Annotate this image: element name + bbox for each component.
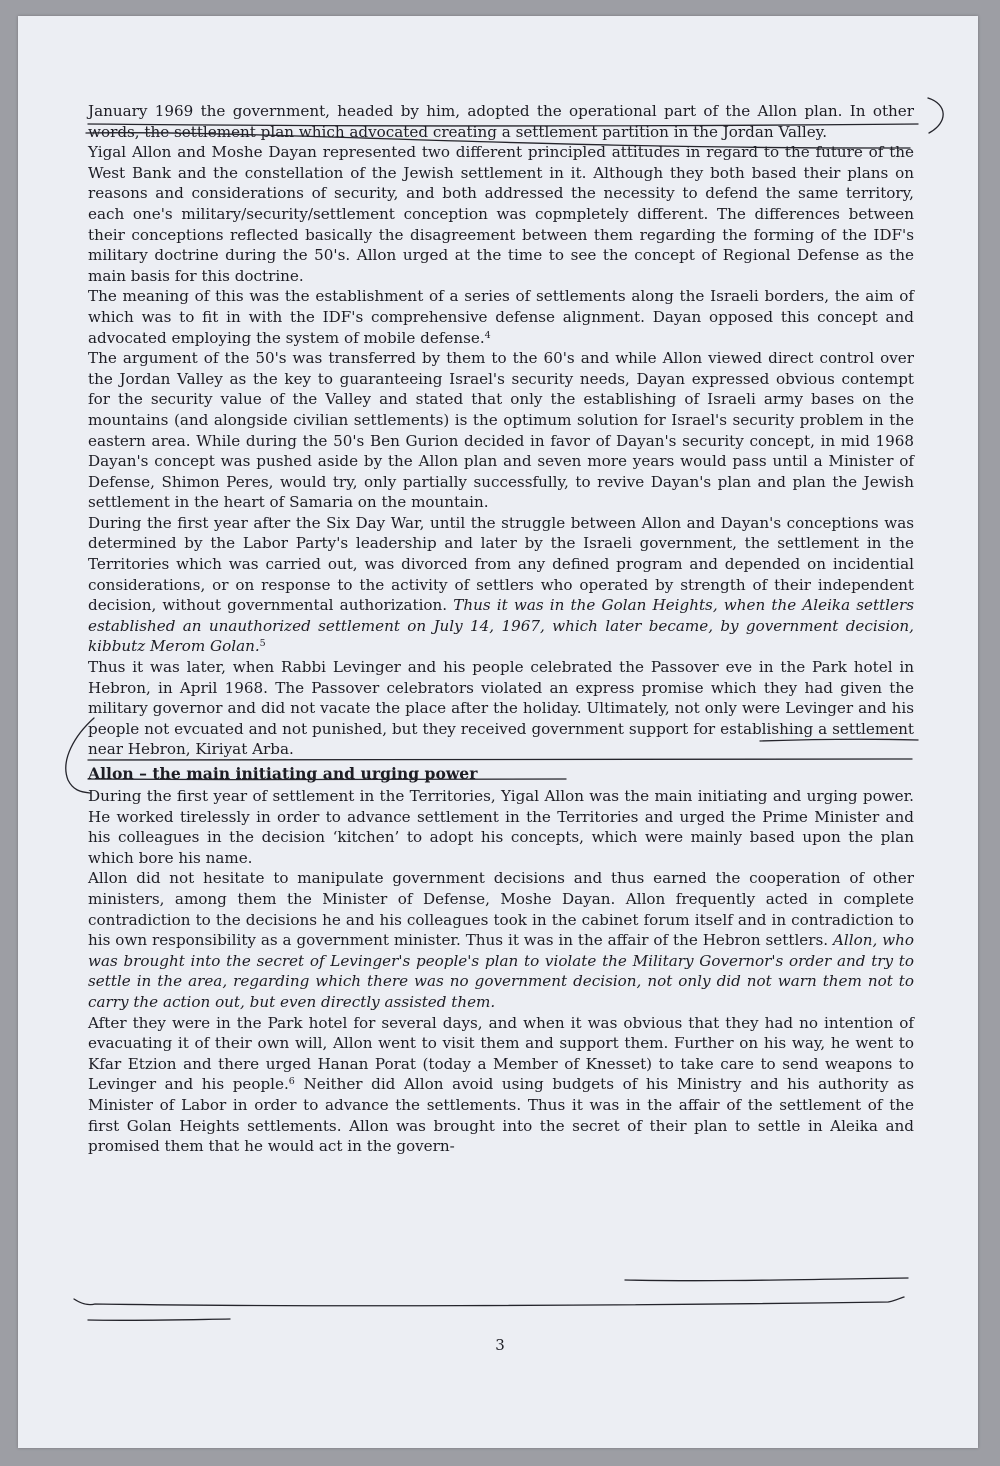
section-heading: Allon – the main initiating and urging power [88,764,478,783]
paragraph-first-year-text: During the first year after the Six Day War, until the struggle between Allon and Dayan's conceptions was determined by the Labor Party's leadership and later by the Israeli government, the settlement in the Territories which was carried out, was divorced from any defined program and depended on incidential considerations, or on response to the activity of settlers who operated by strength of their independent decision, without governmental authorization. [88,513,914,615]
paragraph-first-year-settlement [88,513,914,657]
paragraph-allon-plan-adopted: January 1969 the government, headed by him, adopted the operational part of the Allon plan. In other words, the settlement plan which advocated creating a settlement partition in the Jordan Valley. [88,102,914,141]
page-number: 3 [495,1336,505,1354]
hebron-settlers-italic-passage: Allon, who was brought into the secret of Levinger's people's plan to violate the Military Governor's order and try to settle in the area, regarding which there was no government decision, not only did not warn them not to carry the action out, but even directly assisted them. [88,931,915,1011]
paragraph-manipulation-text: Allon did not hesitate to manipulate government decisions and thus earned the cooperation of other ministers, among them the Minister of Defense, Moshe Dayan. Allon frequently acted in complete contradiction to the decisions he and his colleagues took in the cabinet forum itself and in contradiction to his own responsibility as a government minister. Thus it was in the affair of the Hebron settlers. [88,869,914,950]
golan-heights-italic-passage: Thus it was in the Golan Heights, when the Aleika settlers established an unauthorized settlement on July 14, 1967, which later became, by government decision, kibbutz Merom Golan. [88,596,914,656]
document-body [88,101,914,1157]
paragraph-allon-manipulation [88,868,914,1012]
paragraph-allon-urging-power: During the first year of settlement in the Territories, Yigal Allon was the main initiating and urging power. He worked tirelessly in order to advance settlement in the Territories and urged the Prime Minister and his colleagues in the decision ‘kitchen’ to adopt his concepts, which were mainly based upon the plan which bore his name. [88,787,914,867]
footnote-marker-5: 5 [259,638,266,650]
paragraph-ministry-budgets-text: Neither did Allon avoid using budgets of his Ministry and his authority as Minister of Labor in order to advance the settlements. Thus it was in the affair of the settlement of the first Golan Heights settlements. Allon was brought into the secret of their plan to settle in Aleika and promised them that he would act in the govern- [88,1075,914,1156]
paragraph-regional-defense-text: The meaning of this was the establishment of a series of settlements along the Israeli borders, the aim of which was to fit in with the IDF's comprehensive defense alignment. Dayan opposed this concept and advocated employing the system of mobile defense. [88,287,914,347]
paragraph-park-hotel-text: After they were in the Park hotel for several days, and when it was obvious that they had no intention of evacuating it of their own will, Allon went to visit them and support them. Further on his way, he went to Kfar Etzion and there urged Hanan Porat (today a Member of Knesset) to take care to send weapons to Levinger and his people. [88,1013,914,1094]
paragraph-jordan-valley-argument: The argument of the 50's was transferred by them to the 60's and while Allon viewed direct control over the Jordan Valley as the key to guaranteeing Israel's security needs, Dayan expressed obvious contempt for the security value of the Valley and stated that only the establishing of Israeli army bases on the mountains (and alongside civilian settlements) is the optimum solution for Israel's security problem in the eastern area. While during the 50's Ben Gurion decided in favor of Dayan's security concept, in mid 1968 Dayan's concept was pushed aside by the Allon plan and seven more years would pass until a Minister of Defense, Shimon Peres, would try, only partially successfully, to revive Dayan's plan and plan the Jewish settlement in the heart of Samaria on the mountain. [88,349,914,512]
paragraph-park-hotel-visit [88,1013,914,1157]
paragraph-regional-defense [88,286,914,348]
footnote-marker-4: 4 [484,329,491,341]
paragraph-allon-dayan-attitudes: Yigal Allon and Moshe Dayan represented two different principled attitudes in regard to the future of the West Bank and the constellation of the Jewish settlement in it. Although they both based their plans on reasons and considerations of security, and both addressed the necessity to defend the same territory, each one's military/security/settlement conception was copmpletely different. The differences between their conceptions reflected basically the disagreement between them regarding the forming of the IDF's military doctrine during the 50's. Allon urged at the time to see the concept of Regional Defense as the main basis for this doctrine. [88,143,914,285]
paragraph-levinger-hebron: Thus it was later, when Rabbi Levinger and his people celebrated the Passover eve in the Park hotel in Hebron, in April 1968. The Passover celebrators violated an express promise which they had given the military governor and did not vacate the place after the holiday. Ultimately, not only were Levinger and his people not evcuated and not punished, but they received government support for establishing a settlement near Hebron, Kiriyat Arba. [88,658,914,759]
footnote-marker-6: 6 [288,1076,295,1088]
